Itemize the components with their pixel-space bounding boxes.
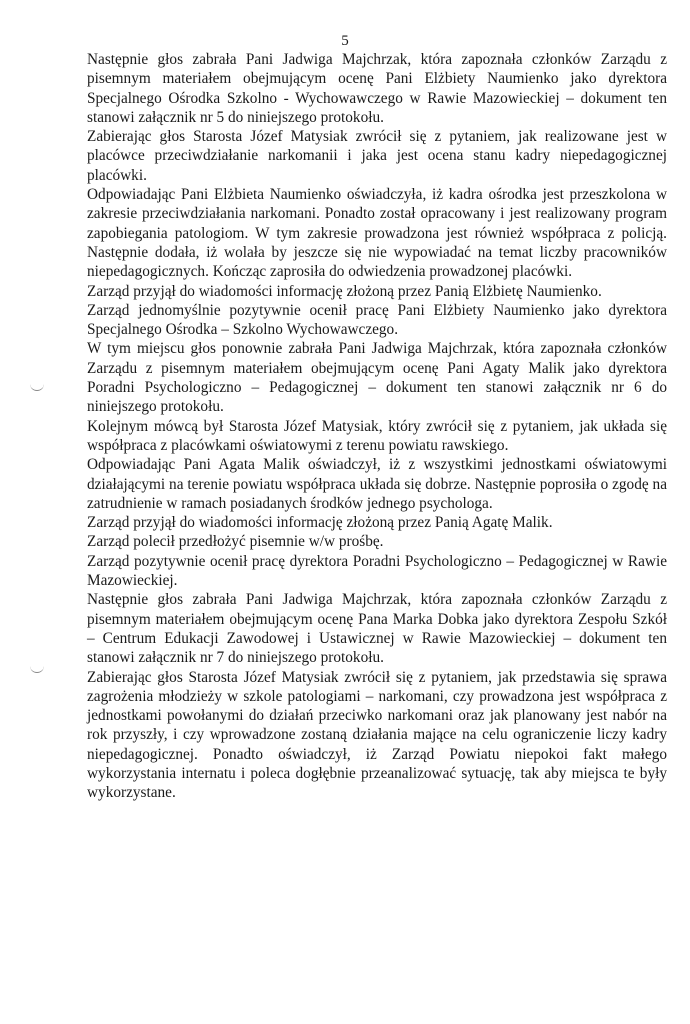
paragraph: Kolejnym mówcą był Starosta Józef Matysiak, który zwrócił się z pytaniem, jak układa się współpraca z placówkami oświatowymi z terenu powiatu rawskiego.	[87, 417, 667, 454]
document-body	[87, 50, 667, 803]
paragraph: Zarząd przyjął do wiadomości informację złożoną przez Panią Agatę Malik.	[87, 514, 553, 532]
paragraph: Odpowiadając Pani Elżbieta Naumienko oświadczyła, iż kadra ośrodka jest przeszkolona w zakresie przeciwdziałania narkomani. Ponadto został opracowany i jest realizowany program zapobiegania patologiom. W tym zakresie prowadzona jest również współpraca z policją. Następnie dodała, iż wolała by jeszcze się nie wypowiadać na temat liczby pracowników niepedagogicznych. Kończąc zaprosiła do odwiedzenia prowadzonej placówki.	[87, 186, 667, 281]
paragraph: Odpowiadając Pani Agata Malik oświadczył, iż z wszystkimi jednostkami oświatowymi działającymi na terenie powiatu współpraca układa się dobrze. Następnie poprosiła o zgodę na zatrudnienie w ramach posiadanych środków jednego psychologa.	[87, 456, 667, 512]
paragraph: Zarząd przyjął do wiadomości informację złożoną przez Panią Elżbietę Naumienko.	[87, 282, 602, 300]
paragraph: Następnie głos zabrała Pani Jadwiga Majchrzak, która zapoznała członków Zarządu z pisemnym materiałem obejmującym ocenę Pani Elżbiety Naumienko jako dyrektora Specjalnego Ośrodka Szkolno - Wychowawczego w Rawie Mazowieckiej – dokument ten stanowi załącznik nr 5 do niniejszego protokołu.	[87, 51, 667, 126]
paragraph: Zabierając głos Starosta Józef Matysiak zwrócił się z pytaniem, jak przedstawia się sprawa zagrożenia młodzieży w szkole patologiami – narkomani, czy prowadzona jest współpraca z jednostkami powołanymi do działań przeciwko narkomani oraz jak planowany jest nabór na rok przyszły, i czy wprowadzone zostaną działania mające na celu ograniczenie liczy kadry niepedagogicznej. Ponadto oświadczył, iż Zarząd Powiatu niepokoi fakt małego wykorzystania internatu i poleca dogłębnie przeanalizować sytuację, tak aby miejsca te były wykorzystane.	[87, 668, 667, 802]
page-number: 5	[341, 33, 349, 49]
margin-punch-mark	[30, 666, 44, 673]
paragraph: Zarząd pozytywnie ocenił pracę dyrektora Poradni Psychologiczno – Pedagogicznej w Rawie Mazowieckiej.	[87, 552, 667, 590]
paragraph: Następnie głos zabrała Pani Jadwiga Majchrzak, która zapoznała członków Zarządu z pisemnym materiałem obejmującym ocenę Pana Marka Dobka jako dyrektora Zespołu Szkół – Centrum Edukacji Zawodowej i Ustawicznej w Rawie Mazowieckiej – dokument ten stanowi załącznik nr 7 do niniejszego protokołu.	[87, 591, 667, 667]
paragraph: Zarząd polecił przedłożyć pisemnie w/w prośbę.	[87, 533, 384, 551]
paragraph: Zarząd jednomyślnie pozytywnie ocenił pracę Pani Elżbiety Naumienko jako dyrektora Specjalnego Ośrodka – Szkolno Wychowawczego.	[87, 301, 667, 339]
paragraph: W tym miejscu głos ponownie zabrała Pani Jadwiga Majchrzak, która zapoznała członków Zarządu z pisemnym materiałem obejmującym ocenę Pani Agaty Malik jako dyrektora Poradni Psychologiczno – Pedagogicznej – dokument ten stanowi załącznik nr 6 do niniejszego protokołu.	[87, 340, 667, 416]
margin-punch-mark	[30, 384, 44, 391]
paragraph: Zabierając głos Starosta Józef Matysiak zwrócił się z pytaniem, jak realizowane jest w placówce przeciwdziałanie narkomanii i jaka jest ocena stanu kadry niepedagogicznej placówki.	[87, 128, 667, 184]
